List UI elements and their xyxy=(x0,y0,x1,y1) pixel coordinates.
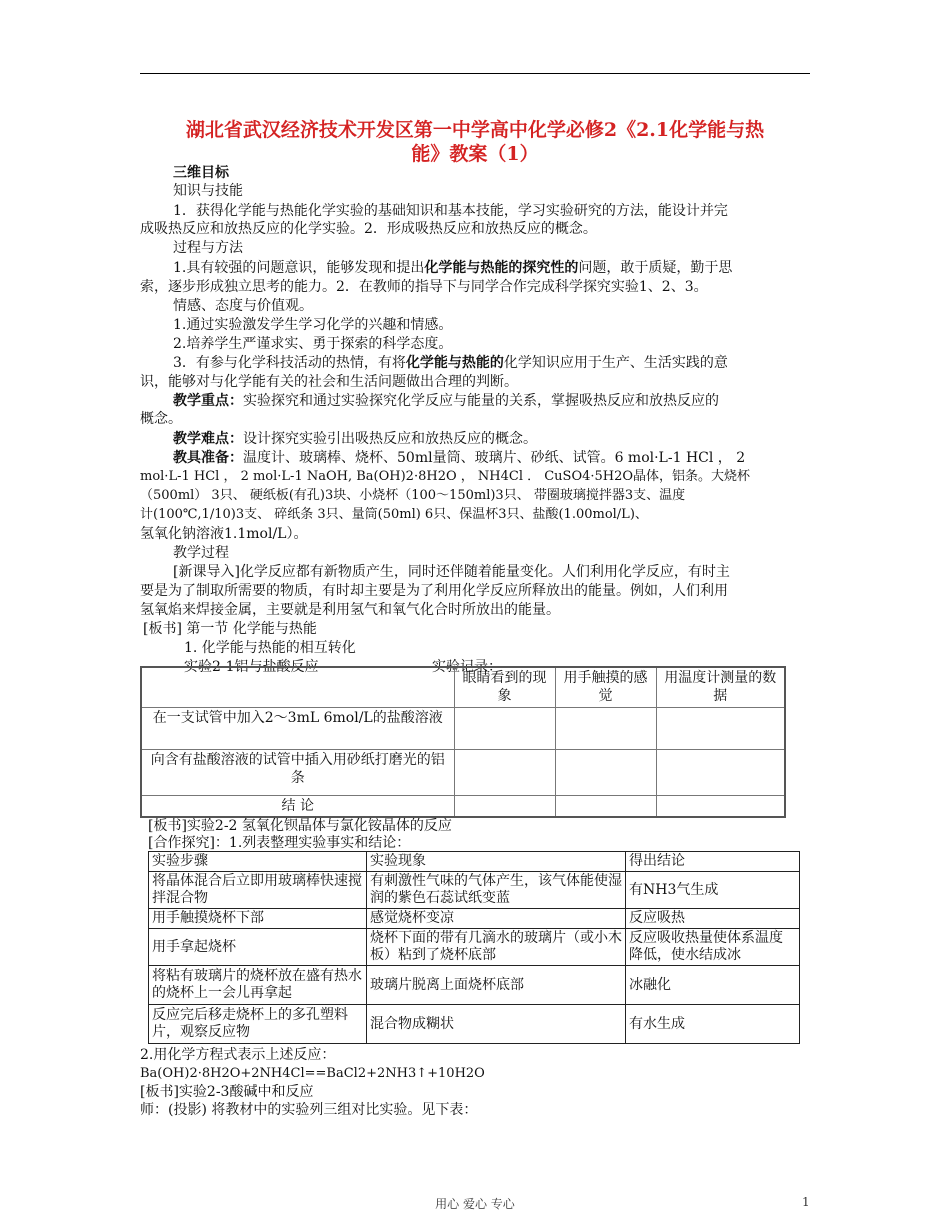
board-section2: [板书]实验2-2 氢氧化钡晶体与氯化铵晶体的反应 xyxy=(148,818,452,834)
table-cell: 反应完后移走烧杯上的多孔塑料片，观察反应物 xyxy=(149,1005,367,1044)
process-line1-c: 问题，敢于质疑，勤于思 xyxy=(578,260,733,276)
prep-line3: （500ml） 3只、 硬纸板(有孔)3块、小烧杯（100～150ml)3只、 带圈玻璃搅拌器3支、温度 xyxy=(140,488,686,503)
board-section1: [板书] 第一节 化学能与热能 xyxy=(143,621,317,637)
process-line1 xyxy=(173,259,732,277)
page-title-line2: 能》教案（1） xyxy=(411,143,539,165)
process-heading: 过程与方法 xyxy=(173,240,243,256)
experiment-facts-table xyxy=(148,851,800,1044)
table-cell xyxy=(555,749,656,795)
table-row xyxy=(141,749,785,795)
emotion-line2: 2.培养学生严谨求实、勇于探索的科学态度。 xyxy=(173,336,453,352)
intro-line3: 氢氧焰来焊接金属，主要就是利用氢气和氧气化合时所放出的能量。 xyxy=(140,602,560,618)
table-cell: 向含有盐酸溶液的试管中插入用砂纸打磨光的铝条 xyxy=(141,749,454,795)
difficulty-text: 设计探究实验引出吸热反应和放热反应的概念。 xyxy=(243,431,537,447)
table-cell: 将粘有玻璃片的烧杯放在盛有热水的烧杯上一会儿再拿起 xyxy=(149,966,367,1005)
table-cell: 将晶体混合后立即用玻璃棒快速搅拌混合物 xyxy=(149,872,367,909)
prep-line1 xyxy=(173,449,745,467)
table-cell: 感觉烧杯变凉 xyxy=(367,909,626,929)
prep-line5: 氢氧化钠溶液1.1mol/L）。 xyxy=(140,526,308,542)
table-row xyxy=(141,707,785,749)
table-cell: 在一支试管中加入2～3mL 6mol/L的盐酸溶液 xyxy=(141,707,454,749)
table-row xyxy=(149,929,800,966)
table-cell xyxy=(656,749,785,795)
key-text1: 实验探究和通过实验探究化学反应与能量的关系，掌握吸热反应和放热反应的 xyxy=(243,393,719,409)
objectives-heading: 三维目标 xyxy=(173,165,229,181)
table-header-cell: 实验步骤 xyxy=(149,852,367,872)
table-row xyxy=(149,966,800,1005)
table-cell xyxy=(656,707,785,749)
experiment-2-1-label: 实验2-1铝与盐酸反应 xyxy=(184,659,319,675)
chemical-equation: Ba(OH)2·8H2O+2NH4Cl==BaCl2+2NH3↑+10H2O xyxy=(140,1066,485,1081)
page-number: 1 xyxy=(802,1195,810,1209)
table-cell xyxy=(656,795,785,817)
prep-text1: 温度计、玻璃棒、烧杯、50ml量筒、玻璃片、砂纸、试管。6 mol·L-1 HCl ， 2 xyxy=(243,450,746,466)
intro-line2: 要是为了制取所需要的物质，有时却主要是为了利用化学反应所释放出的能量。例如，人们利用 xyxy=(140,583,728,599)
board-section1-sub: 1. 化学能与热能的相互转化 xyxy=(184,640,356,656)
emotion-line1: 1.通过实验激发学生学习化学的兴趣和情感。 xyxy=(173,317,453,333)
table-row xyxy=(149,1005,800,1044)
prep-line4: 计(100℃,1/10)3支、 碎纸条 3只、量筒(50ml) 6只、保温杯3只、盐酸(1.00mol/L)、 xyxy=(140,507,648,522)
cooperative-inquiry: [合作探究]：1.列表整理实验事实和结论： xyxy=(148,835,411,851)
table-header-cell: 得出结论 xyxy=(626,852,800,872)
key-label: 教学重点： xyxy=(173,393,243,409)
table-cell: 有刺激性气味的气体产生，该气体能使湿润的紫色石蕊试纸变蓝 xyxy=(367,872,626,909)
emotion-line3-a: 3．有参与化学科技活动的热情，有将 xyxy=(173,355,406,371)
table-header-cell: 实验现象 xyxy=(367,852,626,872)
table-cell: 有NH3气生成 xyxy=(626,872,800,909)
table-cell xyxy=(454,707,555,749)
board-section3: [板书]实验2-3酸碱中和反应 xyxy=(140,1084,314,1100)
table-header-cell xyxy=(141,667,454,707)
emotion-line4: 识，能够对与化学能有关的社会和生活问题做出合理的判断。 xyxy=(140,374,518,390)
table-row xyxy=(149,909,800,929)
key-text2: 概念。 xyxy=(140,411,182,427)
table-header-row xyxy=(149,852,800,872)
process-line1-a: 1.具有较强的问题意识，能够发现和提出 xyxy=(173,260,425,276)
emotion-line3-emphasis: 化学能与热能的 xyxy=(405,355,504,371)
footer-slogan: 用心 爱心 专心 xyxy=(435,1197,515,1211)
teacher-note: 师：(投影) 将教材中的实验列三组对比实验。见下表： xyxy=(140,1102,478,1118)
table-cell: 用手触摸烧杯下部 xyxy=(149,909,367,929)
process-title: 教学过程 xyxy=(173,545,229,561)
table-cell: 反应吸收热量使体系温度降低，使水结成冰 xyxy=(626,929,800,966)
table-cell xyxy=(454,749,555,795)
process-line2: 索，逐步形成独立思考的能力。2．在教师的指导下与同学合作完成科学探究实验1、2、3。 xyxy=(140,279,708,295)
table-cell: 有水生成 xyxy=(626,1005,800,1044)
header-rule xyxy=(140,73,810,74)
table-cell: 冰融化 xyxy=(626,966,800,1005)
table-header-row xyxy=(141,667,785,707)
table-cell: 用手拿起烧杯 xyxy=(149,929,367,966)
prep-line2: mol·L-1 HCl ， 2 mol·L-1 NaOH, Ba(OH)2·8H2O ， NH4Cl ． CuSO4·5H2O晶体，铝条。大烧杯 xyxy=(140,469,751,484)
table-cell: 混合物成糊状 xyxy=(367,1005,626,1044)
equation-heading: 2.用化学方程式表示上述反应： xyxy=(140,1047,336,1063)
emotion-line3-c: 化学知识应用于生产、生活实践的意 xyxy=(503,355,728,371)
table-cell xyxy=(454,795,555,817)
prep-label: 教具准备： xyxy=(173,450,243,466)
table-cell: 结 论 xyxy=(141,795,454,817)
table-header-cell: 用手触摸的感觉 xyxy=(555,667,656,707)
experiment-record-label: 实验记录： xyxy=(432,659,502,675)
table-cell: 烧杯下面的带有几滴水的玻璃片（或小木板）粘到了烧杯底部 xyxy=(367,929,626,966)
table-header-cell: 用温度计测量的数据 xyxy=(656,667,785,707)
table-cell: 玻璃片脱离上面烧杯底部 xyxy=(367,966,626,1005)
experiment-record-table xyxy=(140,666,786,818)
table-cell xyxy=(555,707,656,749)
intro-line1: [新课导入]化学反应都有新物质产生，同时还伴随着能量变化。人们利用化学反应，有时主 xyxy=(173,564,730,580)
table-header-cell: 眼睛看到的现象 xyxy=(454,667,555,707)
process-line1-emphasis: 化学能与热能的探究性的 xyxy=(424,260,579,276)
knowledge-line2: 成吸热反应和放热反应的化学实验。2．形成吸热反应和放热反应的概念。 xyxy=(140,221,597,237)
table-row xyxy=(141,795,785,817)
knowledge-line1: 1．获得化学能与热能化学实验的基础知识和基本技能，学习实验研究的方法，能设计并完 xyxy=(173,203,728,219)
key-points xyxy=(173,392,719,410)
table-row xyxy=(149,872,800,909)
difficulty xyxy=(173,430,537,448)
knowledge-heading: 知识与技能 xyxy=(173,183,243,199)
difficulty-label: 教学难点： xyxy=(173,431,243,447)
emotion-heading: 情感、态度与价值观。 xyxy=(173,298,313,314)
page-title-line1: 湖北省武汉经济技术开发区第一中学高中化学必修2《2.1化学能与热 xyxy=(185,119,765,141)
table-cell: 反应吸热 xyxy=(626,909,800,929)
emotion-line3 xyxy=(173,354,728,372)
table-cell xyxy=(555,795,656,817)
